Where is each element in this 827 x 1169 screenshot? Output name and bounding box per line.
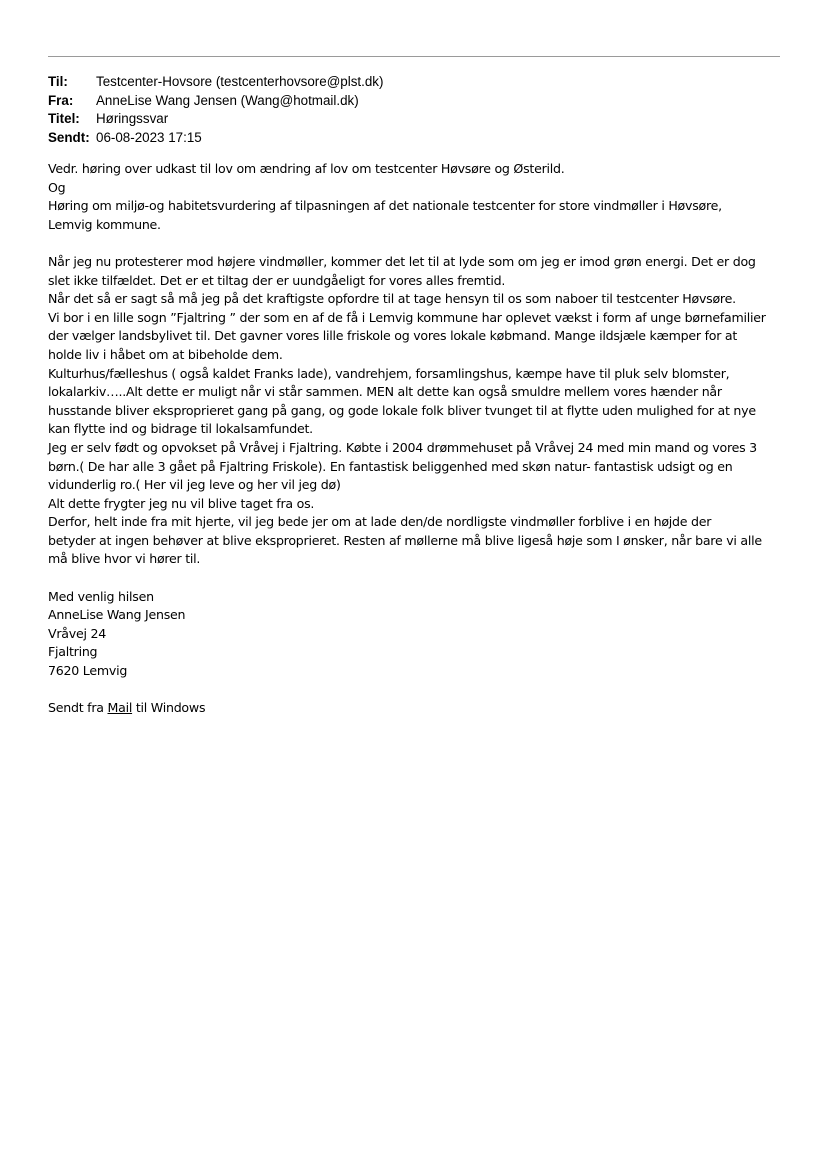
header-divider — [48, 56, 780, 57]
to-row — [48, 73, 383, 92]
sent-row — [48, 129, 383, 148]
body-line: Kulturhus/fælleshus ( også kaldet Franks lade), vandrehjem, forsamlingshus, kæmpe have til pluk selv blomster, — [48, 365, 730, 381]
spacer — [48, 234, 788, 253]
from-value: AnneLise Wang Jensen (Wang@hotmail.dk) — [96, 92, 359, 108]
subject-label: Titel: — [48, 111, 80, 126]
sent-from-suffix: til Windows — [132, 700, 206, 716]
signature-line: Fjaltring — [48, 644, 98, 660]
subject-row — [48, 110, 383, 129]
signature-line: 7620 Lemvig — [48, 663, 128, 679]
intro-line: Og — [48, 179, 66, 195]
body-line: Vi bor i en lille sogn ”Fjaltring ” der som en af de få i Lemvig kommune har oplevet vækst i form af unge børnefamilier — [48, 309, 766, 325]
from-row — [48, 92, 383, 111]
sent-value: 06-08-2023 17:15 — [96, 129, 202, 145]
body-line: Jeg er selv født og opvokset på Vråvej i Fjaltring. Købte i 2004 drømmehuset på Vråvej 24 med min mand og vores 3 — [48, 439, 757, 455]
intro-line: Lemvig kommune. — [48, 216, 161, 232]
to-label: Til: — [48, 74, 68, 89]
body-line: betyder at ingen behøver at blive eksproprieret. Resten af møllerne må blive ligeså høje som I ønsker, når bare vi alle — [48, 532, 762, 548]
spacer — [48, 681, 788, 700]
body-line: der vælger landsbylivet til. Det gavner vores lille friskole og vores lokale købmand. Mange ildsjæle kæmper for at — [48, 328, 738, 344]
spacer — [48, 569, 788, 588]
signature-line: Med venlig hilsen — [48, 588, 154, 604]
body-line: Når det så er sagt så må jeg på det kraftigste opfordre til at tage hensyn til os som naboer til testcenter Høvsøre. — [48, 291, 736, 307]
signature-line: AnneLise Wang Jensen — [48, 607, 186, 623]
from-label: Fra: — [48, 92, 74, 108]
intro-line: Vedr. høring over udkast til lov om ændring af lov om testcenter Høvsøre og Østerild. — [48, 161, 565, 176]
body-line: slet ikke tilfældet. Det er et tiltag der er uundgåeligt for vores alles fremtid. — [48, 272, 506, 288]
body-line: Når jeg nu protesterer mod højere vindmøller, kommer det let til at lyde som om jeg er imod grøn energi. Det er dog — [48, 253, 756, 269]
body-line: holde liv i håbet om at bibeholde dem. — [48, 346, 283, 362]
sent-from-prefix: Sendt fra — [48, 700, 108, 716]
body-line: kan flytte ind og bidrage til lokalsamfundet. — [48, 421, 313, 437]
sent-label: Sendt: — [48, 129, 90, 145]
sent-from-line — [48, 699, 788, 718]
email-body — [48, 160, 788, 718]
subject-value: Høringssvar — [96, 111, 169, 126]
signature-line: Vråvej 24 — [48, 625, 106, 641]
body-line: husstande bliver eksproprieret gang på gang, og gode lokale folk bliver tvunget til at flytte uden mulighed for at nye — [48, 402, 756, 418]
to-value: Testcenter-Hovsore (testcenterhovsore@plst.dk) — [96, 74, 384, 89]
email-header — [48, 73, 383, 147]
body-line: børn.( De har alle 3 gået på Fjaltring Friskole). En fantastisk beliggenhed med skøn natur- fantastisk udsigt og en — [48, 458, 733, 474]
body-line: vidunderlig ro.( Her vil jeg leve og her vil jeg dø) — [48, 477, 341, 493]
body-line: må blive hvor vi hører til. — [48, 551, 201, 567]
body-line: lokalarkiv…..Alt dette er muligt når vi står sammen. MEN alt dette kan også smuldre mellem vores hænder når — [48, 384, 722, 400]
body-line: Derfor, helt inde fra mit hjerte, vil jeg bede jer om at lade den/de nordligste vindmøller forblive i en højde der — [48, 514, 712, 530]
body-line: Alt dette frygter jeg nu vil blive taget fra os. — [48, 495, 315, 511]
mail-link[interactable]: Mail — [107, 700, 133, 716]
intro-line: Høring om miljø-og habitetsvurdering af tilpasningen af det nationale testcenter for store vindmøller i Høvsøre, — [48, 198, 722, 214]
